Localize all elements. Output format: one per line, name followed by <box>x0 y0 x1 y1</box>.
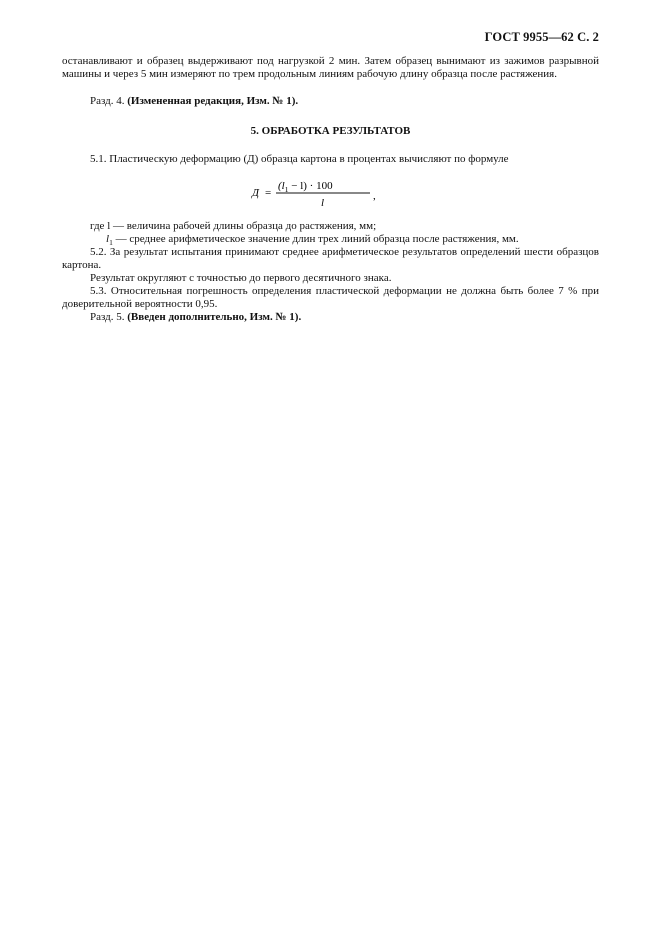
formula-num-open: (l <box>278 180 285 192</box>
section-5-title: 5. ОБРАБОТКА РЕЗУЛЬТАТОВ <box>250 125 411 137</box>
amendment-note-4-prefix: Разд. 4. <box>90 95 125 107</box>
formula-num-rest: − l) · 100 <box>288 180 333 192</box>
amendment-note-5-prefix: Разд. 5. <box>90 311 125 323</box>
paragraph-5-2: 5.2. За результат испытания принимают среднее арифметическое результатов определений шести образцов картона. <box>62 246 599 272</box>
amendment-note-5 <box>62 311 599 324</box>
formula-tail: , <box>373 190 376 202</box>
where2-text: — среднее арифметическое значение длин трех линий образца после растяжения, мм. <box>115 233 519 245</box>
where-line-1: где l — величина рабочей длины образца до растяжения, мм; <box>90 220 377 232</box>
paragraph-5-2-rounding: Результат округляют с точностью до первого десятичного знака. <box>90 272 392 284</box>
page-header: ГОСТ 9955—62 С. 2 <box>484 30 599 44</box>
where2-subscript: 1 <box>109 238 113 248</box>
formula-num-sub: 1 <box>284 185 289 194</box>
amendment-note-4-text: (Измененная редакция, Изм. № 1). <box>127 95 299 107</box>
where2-symbol: l <box>106 233 110 245</box>
formula-block <box>0 178 661 210</box>
paragraph-5-3: 5.3. Относительная погрешность определения пластической деформации не должна быть более 7 % при доверительной вероятности 0,95. <box>62 285 599 311</box>
amendment-note-4 <box>62 95 599 108</box>
amendment-note-5-text: (Введен дополнительно, Изм. № 1). <box>127 311 302 323</box>
formula-numerator <box>278 180 333 194</box>
formula-denominator: l <box>321 197 325 209</box>
paragraph-continuation: останавливают и образец выдерживают под нагрузкой 2 мин. Затем образец вынимают из зажимов разрывной машины и через 5 мин измеряют по трем продольным линиям рабочую длину образца после растяжения. <box>62 55 599 81</box>
formula-lhs: Д <box>252 187 259 199</box>
formula-eq: = <box>265 187 272 199</box>
formula-svg <box>252 178 392 210</box>
paragraph-5-1: 5.1. Пластическую деформацию (Д) образца картона в процентах вычисляют по формуле <box>90 153 509 165</box>
